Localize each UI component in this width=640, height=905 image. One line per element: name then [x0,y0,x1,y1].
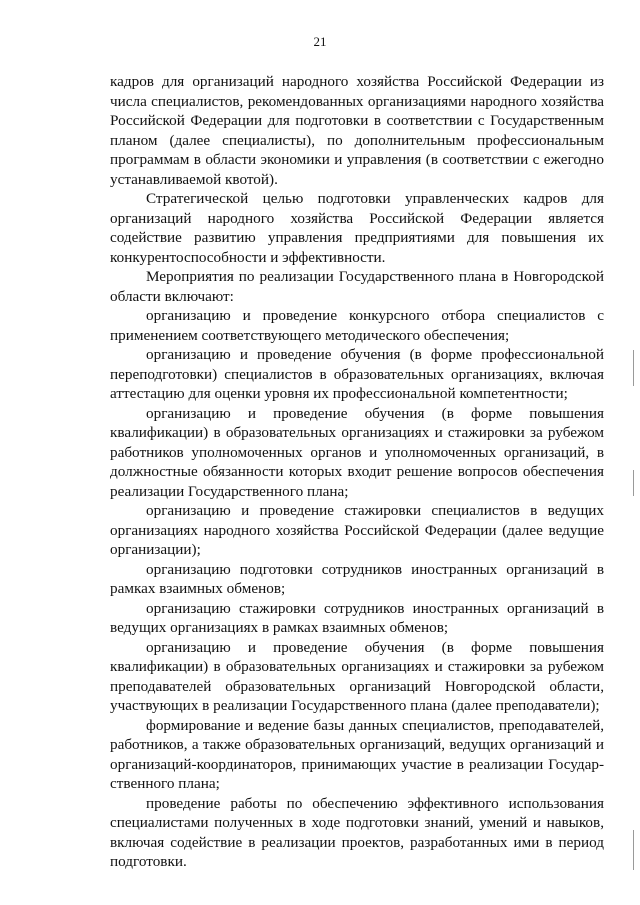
paragraph-strategic-goal: Стратегической целью подготовки управленческих кадров для организаций народного хозяйства Российской Федерации является содействие развитию управления предприятиями для повышения их конкурентоспособности и эффективности. [110,190,604,266]
list-item-internship-specialists: организацию и проведение стажировки специалистов в ведущих организациях народного хозяйства Российской Федерации (далее ведущие организации); [110,502,604,558]
document-body [110,72,604,872]
list-item-database: формирование и ведение базы данных специалистов, преподавателей, работников, а также образовательных организаций, ведущих организаций и организаций-координаторов, принимающих участие в реализации Государственного плана; [110,716,604,792]
scan-artifact-line [633,350,634,386]
list-item-advanced-training-authorities: организацию и проведение обучения (в форме повышения квалификации) в образовательных организациях и стажировки за рубежом работников уполномоченных органов и уполномоченных организаций, в должностные обязанности которых входит решение вопросов обеспечения реализации Государственного плана; [110,404,604,500]
paragraph-continuation: кадров для организаций народного хозяйства Российской Федерации из числа специалистов, рекомендованных организациями народного хозяйства Российской Федерации для подготовки в соответствии с Государственным планом (далее специалисты), по дополнительным профессиональным программам в области экономики и управления (в соответствии с ежегодно устанавливаемой квотой). [110,73,604,188]
list-item-foreign-internship: организацию стажировки сотрудников иностранных организаций в ведущих организациях в рамках взаимных обменов; [110,599,604,636]
list-item-foreign-training: организацию подготовки сотрудников иностранных организаций в рамках взаимных обменов; [110,560,604,597]
list-item-effective-use: проведение работы по обеспечению эффективного использования специалистами полученных в ходе подготовки знаний, умений и навыков, включая содействие в реализации проектов, разработанных ими в период подготовки. [110,794,604,870]
page-number: 21 [313,34,327,49]
paragraph-measures-intro: Мероприятия по реализации Государственного плана в Новгородской области включают: [110,268,604,305]
scan-artifact-line [633,830,634,870]
list-item-retraining: организацию и проведение обучения (в форме профессиональной переподготовки) специалистов в образовательных организациях, включая аттестацию для оценки уровня их профессиональной компетентности; [110,346,604,402]
list-item-teachers-training: организацию и проведение обучения (в форме повышения квалификации) в образовательных организациях и стажировки за рубежом преподавателей образовательных организаций Новгородской области, участвующих в реализации Государственного плана (далее преподаватели); [110,638,604,714]
scan-artifact-line [633,470,634,496]
list-item-competitive-selection: организацию и проведение конкурсного отбора специалистов с применением соответствующего методического обеспечения; [110,307,604,344]
